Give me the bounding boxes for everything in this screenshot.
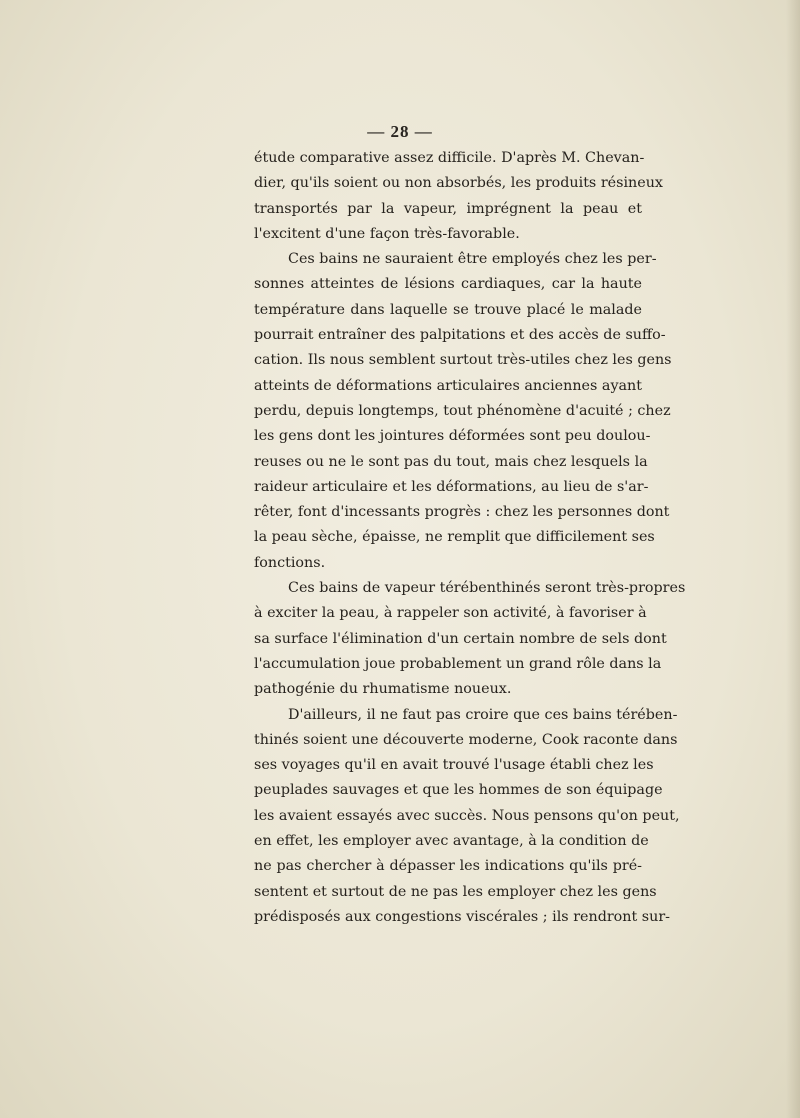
text-line: sa surface l'élimination d'un certain nombre de sels dont xyxy=(254,630,667,647)
text-line: rêter, font d'incessants progrès : chez les personnes dont xyxy=(254,504,670,521)
text-line: dier, qu'ils soient ou non absorbés, les produits résineux xyxy=(254,175,663,192)
text-line: l'accumulation joue probablement un grand rôle dans la xyxy=(254,655,662,672)
text-line: prédisposés aux congestions viscérales ; ils rendront sur- xyxy=(254,908,670,925)
text-line: en effet, les employer avec avantage, à la condition de xyxy=(254,833,649,850)
text-line: les avaient essayés avec succès. Nous pensons qu'on peut, xyxy=(254,807,680,824)
text-line: Ces bains de vapeur térébenthinés seront très-propres xyxy=(288,580,686,597)
text-line: à exciter la peau, à rappeler son activité, à favoriser à xyxy=(254,605,647,622)
text-line: pathogénie du rhumatisme noueux. xyxy=(254,681,512,698)
text-line: la peau sèche, épaisse, ne remplit que difficilement ses xyxy=(254,529,655,546)
page-edge-shadow xyxy=(786,0,800,1118)
text-line: thinés soient une découverte moderne, Cook raconte dans xyxy=(254,731,678,748)
text-line: l'excitent d'une façon très-favorable. xyxy=(254,225,520,242)
text-line: ses voyages qu'il en avait trouvé l'usage établi chez les xyxy=(254,757,654,774)
text-line: Ces bains ne sauraient être employés chez les per- xyxy=(288,251,657,268)
text-line: ne pas chercher à dépasser les indications qu'ils pré- xyxy=(254,858,642,875)
text-line: perdu, depuis longtemps, tout phénomène d'acuité ; chez xyxy=(254,402,671,419)
text-line: pourrait entraîner des palpitations et des accès de suffo- xyxy=(254,327,666,344)
text-line: étude comparative assez difficile. D'après M. Chevan- xyxy=(254,150,645,166)
body-text xyxy=(254,146,686,930)
text-line: température dans laquelle se trouve placé le malade xyxy=(254,301,642,318)
text-line: sonnes atteintes de lésions cardiaques, car la haute xyxy=(254,276,642,293)
text-line: reuses ou ne le sont pas du tout, mais chez lesquels la xyxy=(254,453,648,470)
text-line: fonctions. xyxy=(254,554,326,571)
text-line: les gens dont les jointures déformées sont peu doulou- xyxy=(254,428,651,445)
text-line: atteints de déformations articulaires anciennes ayant xyxy=(254,377,642,394)
text-line: sentent et surtout de ne pas les employer chez les gens xyxy=(254,883,657,900)
text-line: cation. Ils nous semblent surtout très-utiles chez les gens xyxy=(254,352,672,369)
text-line: peuplades sauvages et que les hommes de son équipage xyxy=(254,782,663,799)
text-line: transportés par la vapeur, imprégnent la peau et xyxy=(254,200,642,217)
page-number: — 28 — xyxy=(367,122,433,141)
text-line: D'ailleurs, il ne faut pas croire que ces bains térében- xyxy=(288,706,678,723)
text-line: raideur articulaire et les déformations, au lieu de s'ar- xyxy=(254,478,649,495)
